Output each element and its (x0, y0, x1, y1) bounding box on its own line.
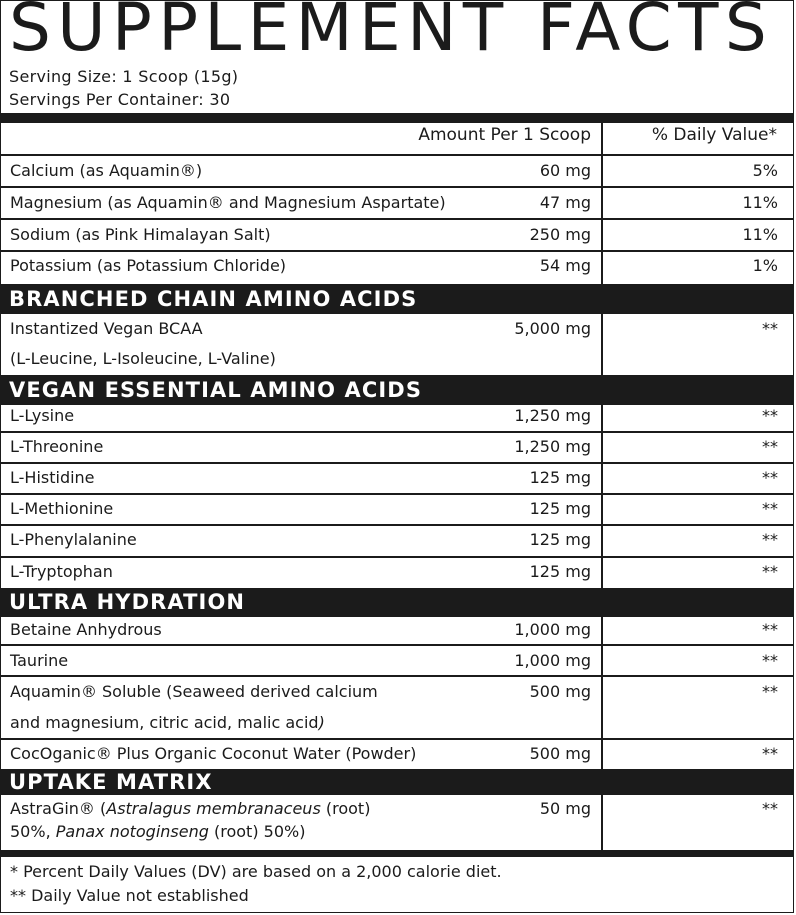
daily-value-header: % Daily Value* (651, 125, 777, 145)
eaa-name: L-Tryptophan (10, 562, 113, 581)
section-heading-hydration: ULTRA HYDRATION (1, 588, 794, 617)
row-divider (1, 738, 794, 740)
aquamin-soluble-detail-close: ) (318, 713, 325, 732)
eaa-amount: 125 mg (529, 468, 591, 487)
row-divider (1, 218, 794, 220)
bcaa-dv: ** (762, 319, 778, 338)
mineral-amount: 54 mg (539, 256, 591, 275)
mineral-dv: 5% (752, 161, 778, 180)
eaa-dv: ** (762, 406, 778, 425)
hydration-name: Taurine (10, 651, 69, 670)
mineral-amount: 60 mg (539, 161, 591, 180)
eaa-amount: 1,250 mg (514, 406, 591, 425)
row-divider (1, 675, 794, 677)
hydration-dv: ** (762, 620, 778, 639)
hydration-dv: ** (762, 651, 778, 670)
hydration-amount: 1,000 mg (514, 620, 591, 639)
bcaa-amount: 5,000 mg (514, 319, 591, 338)
eaa-name: L-Methionine (10, 499, 114, 518)
coconut-water-name: CocOganic® Plus Organic Coconut Water (Powder) (10, 744, 417, 763)
astralagus-species: Astralagus membranaceus (106, 799, 321, 818)
eaa-name: L-Lysine (10, 406, 75, 425)
amount-header: Amount Per 1 Scoop (418, 125, 591, 145)
eaa-dv: ** (762, 499, 778, 518)
eaa-name: L-Phenylalanine (10, 530, 137, 549)
eaa-dv: ** (762, 437, 778, 456)
aquamin-soluble-detail-text: and magnesium, citric acid, malic acid (10, 713, 319, 732)
section-heading-bcaa: BRANCHED CHAIN AMINO ACIDS (1, 284, 794, 314)
mineral-name: Potassium (as Potassium Chloride) (10, 256, 287, 275)
section-heading-uptake: UPTAKE MATRIX (1, 769, 794, 795)
eaa-amount: 1,250 mg (514, 437, 591, 456)
eaa-dv: ** (762, 562, 778, 581)
aquamin-soluble-name: Aquamin® Soluble (Seaweed derived calcium (10, 682, 378, 701)
mineral-dv: 11% (742, 193, 778, 212)
mineral-name: Sodium (as Pink Himalayan Salt) (10, 225, 271, 244)
astragin-brand: AstraGin® ( (10, 799, 107, 818)
astralagus-percent: 50%, (10, 822, 56, 841)
row-divider (1, 644, 794, 646)
aquamin-soluble-amount: 500 mg (529, 682, 591, 701)
aquamin-soluble-dv: ** (762, 682, 778, 701)
mineral-dv: 1% (752, 256, 778, 275)
row-divider (1, 250, 794, 252)
row-divider (1, 493, 794, 495)
section-heading-eaa: VEGAN ESSENTIAL AMINO ACIDS (1, 375, 794, 405)
coconut-water-dv: ** (762, 744, 778, 763)
eaa-dv: ** (762, 468, 778, 487)
astragin-amount: 50 mg (539, 799, 591, 818)
panax-part: (root) 50%) (208, 822, 306, 841)
footnote-not-established: ** Daily Value not established (10, 886, 249, 905)
astralagus-part: (root) (320, 799, 371, 818)
panax-species: Panax notoginseng (55, 822, 209, 841)
eaa-amount: 125 mg (529, 562, 591, 581)
hydration-amount: 1,000 mg (514, 651, 591, 670)
column-divider (601, 314, 603, 375)
astragin-name (10, 800, 370, 818)
panel-title: SUPPLEMENT FACTS (9, 0, 774, 66)
eaa-name: L-Threonine (10, 437, 104, 456)
column-divider (601, 795, 603, 850)
column-divider (601, 405, 603, 588)
eaa-name: L-Histidine (10, 468, 95, 487)
footnote-percent-dv: * Percent Daily Values (DV) are based on a 2,000 calorie diet. (10, 862, 502, 881)
row-divider (1, 524, 794, 526)
eaa-amount: 125 mg (529, 530, 591, 549)
column-divider (601, 617, 603, 769)
bcaa-components: (L-Leucine, L-Isoleucine, L-Valine) (10, 349, 276, 368)
row-divider (1, 431, 794, 433)
row-divider (1, 154, 794, 156)
eaa-dv: ** (762, 530, 778, 549)
eaa-amount: 125 mg (529, 499, 591, 518)
servings-per-container: Servings Per Container: 30 (9, 90, 231, 109)
mineral-amount: 47 mg (539, 193, 591, 212)
row-divider (1, 462, 794, 464)
bcaa-name: Instantized Vegan BCAA (10, 319, 203, 338)
thick-divider (1, 113, 794, 123)
astragin-dv: ** (762, 799, 778, 818)
hydration-name: Betaine Anhydrous (10, 620, 162, 639)
astragin-composition (10, 823, 305, 841)
coconut-water-amount: 500 mg (529, 744, 591, 763)
aquamin-soluble-detail (10, 714, 325, 732)
mineral-dv: 11% (742, 225, 778, 244)
serving-size: Serving Size: 1 Scoop (15g) (9, 67, 239, 86)
column-divider (601, 123, 603, 284)
mineral-name: Magnesium (as Aquamin® and Magnesium Aspartate) (10, 193, 446, 212)
row-divider (1, 556, 794, 558)
thick-divider-footer (1, 850, 794, 857)
mineral-amount: 250 mg (529, 225, 591, 244)
row-divider (1, 186, 794, 188)
mineral-name: Calcium (as Aquamin®) (10, 161, 203, 180)
